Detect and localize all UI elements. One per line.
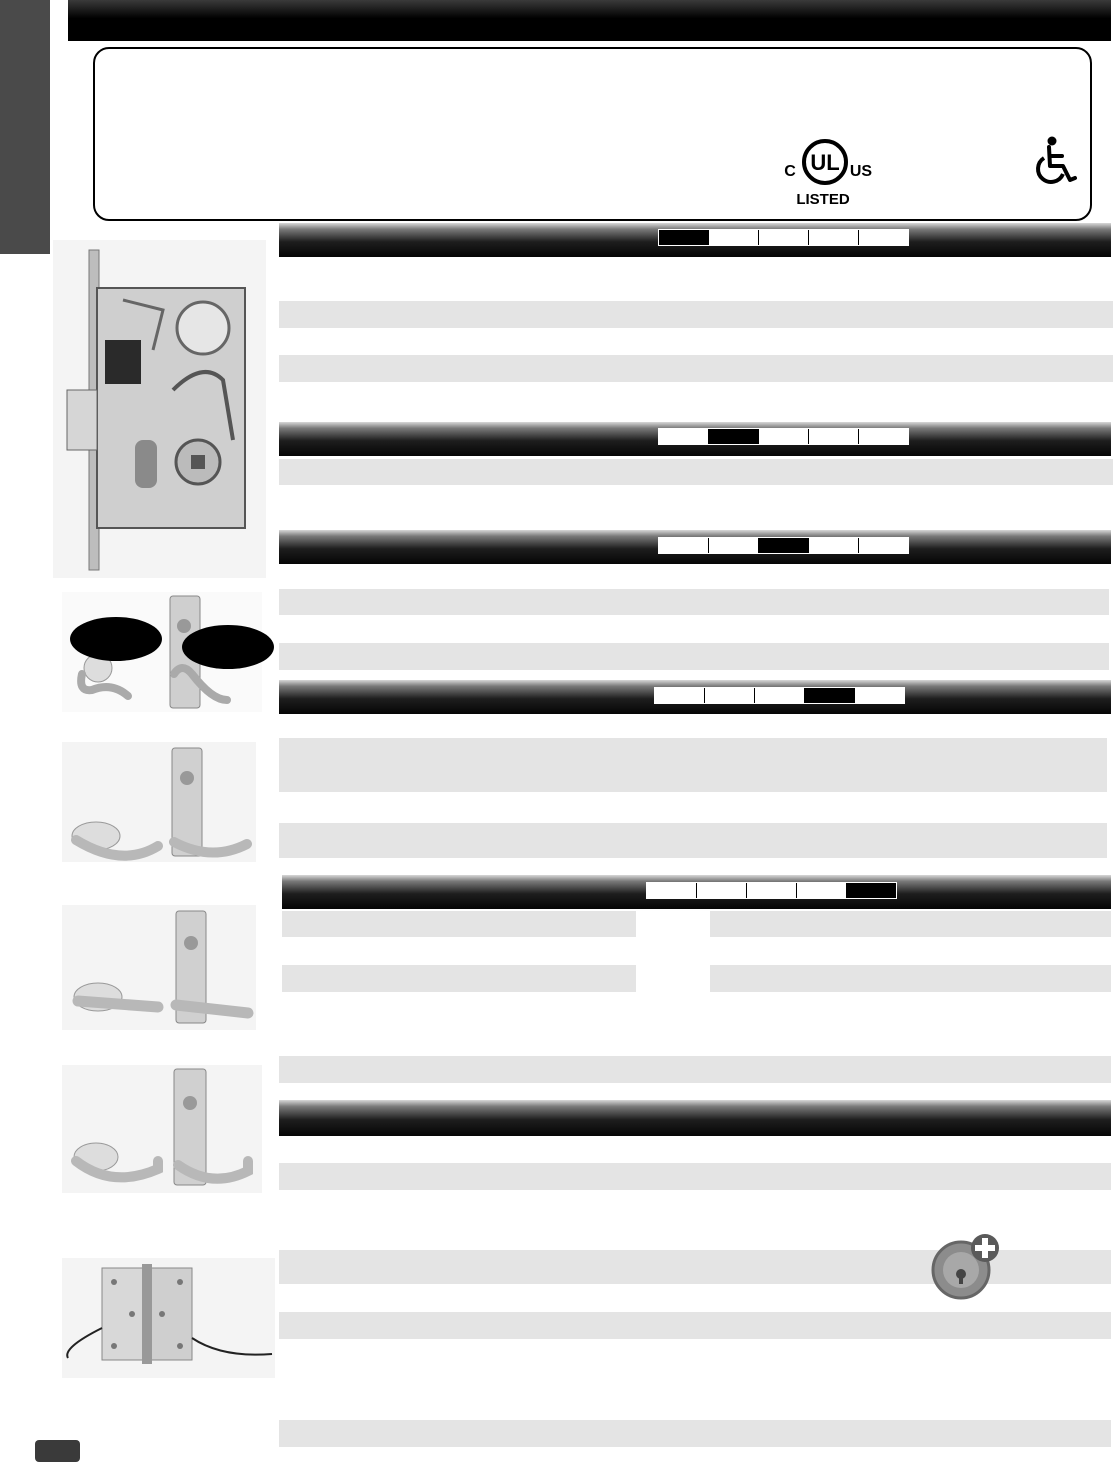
tab-indicator-1 [647, 883, 697, 898]
lever-trim-photo-3 [62, 905, 256, 1030]
tab-indicator-1 [655, 688, 705, 703]
tab-indicator-2 [709, 538, 759, 553]
table-row [279, 1163, 1111, 1190]
feature-box [93, 47, 1092, 221]
mortise-lock-photo [53, 240, 266, 578]
tab-indicator-2 [709, 230, 759, 245]
table-row [282, 965, 636, 992]
ul-prefix: C [784, 163, 796, 180]
section-1-tabs [658, 229, 909, 246]
table-row [279, 1420, 1111, 1447]
finish-badge-oval [70, 617, 162, 661]
tab-indicator-4 [809, 429, 859, 444]
chapter-side-tab [0, 0, 50, 254]
table-row [279, 823, 1107, 858]
tab-indicator-2 [697, 883, 747, 898]
tab-indicator-4 [809, 538, 859, 553]
tab-indicator-3 [747, 883, 797, 898]
section-5-tabs [646, 882, 897, 899]
table-row [279, 589, 1109, 615]
table-row [279, 643, 1109, 670]
table-row [279, 459, 1113, 485]
ul-listed-text: LISTED [796, 191, 850, 208]
tab-indicator-5 [859, 230, 908, 245]
ul-suffix: US [849, 163, 873, 180]
table-row [279, 1312, 1111, 1339]
tab-indicator-5 [859, 538, 908, 553]
wheelchair-accessibility-icon [1030, 136, 1078, 186]
tab-indicator-1 [659, 538, 709, 553]
section-3-tabs [658, 537, 909, 554]
tab-indicator-1 [659, 429, 709, 444]
tab-indicator-2 [709, 429, 759, 444]
table-row [279, 301, 1113, 328]
finish-badge-oval [182, 625, 274, 669]
table-row [282, 911, 636, 937]
tab-indicator-5 [855, 688, 904, 703]
tab-indicator-3 [759, 230, 809, 245]
tab-indicator-3 [755, 688, 805, 703]
section-6-header-bar [279, 1100, 1111, 1136]
page-number-tab [35, 1440, 80, 1462]
tab-indicator-4 [809, 230, 859, 245]
tab-indicator-4 [805, 688, 855, 703]
tab-indicator-4 [797, 883, 847, 898]
tab-indicator-1 [659, 230, 709, 245]
page-header-banner [68, 0, 1111, 41]
key-cylinder-photo [925, 1228, 1005, 1304]
tab-indicator-2 [705, 688, 755, 703]
section-2-tabs [658, 428, 909, 445]
table-row [279, 738, 1107, 792]
tab-indicator-3 [759, 429, 809, 444]
tab-indicator-5 [847, 883, 896, 898]
table-row [279, 355, 1113, 382]
ul-listed-logo [784, 134, 874, 208]
table-row [710, 911, 1111, 937]
lever-trim-photo-2 [62, 742, 256, 862]
table-row [279, 1056, 1111, 1083]
table-row [710, 965, 1111, 992]
lever-trim-photo-4 [62, 1065, 262, 1193]
electric-hinge-photo [62, 1258, 275, 1378]
ul-letters: UL [810, 150, 840, 175]
tab-indicator-3 [759, 538, 809, 553]
tab-indicator-5 [859, 429, 908, 444]
section-4-tabs [654, 687, 905, 704]
